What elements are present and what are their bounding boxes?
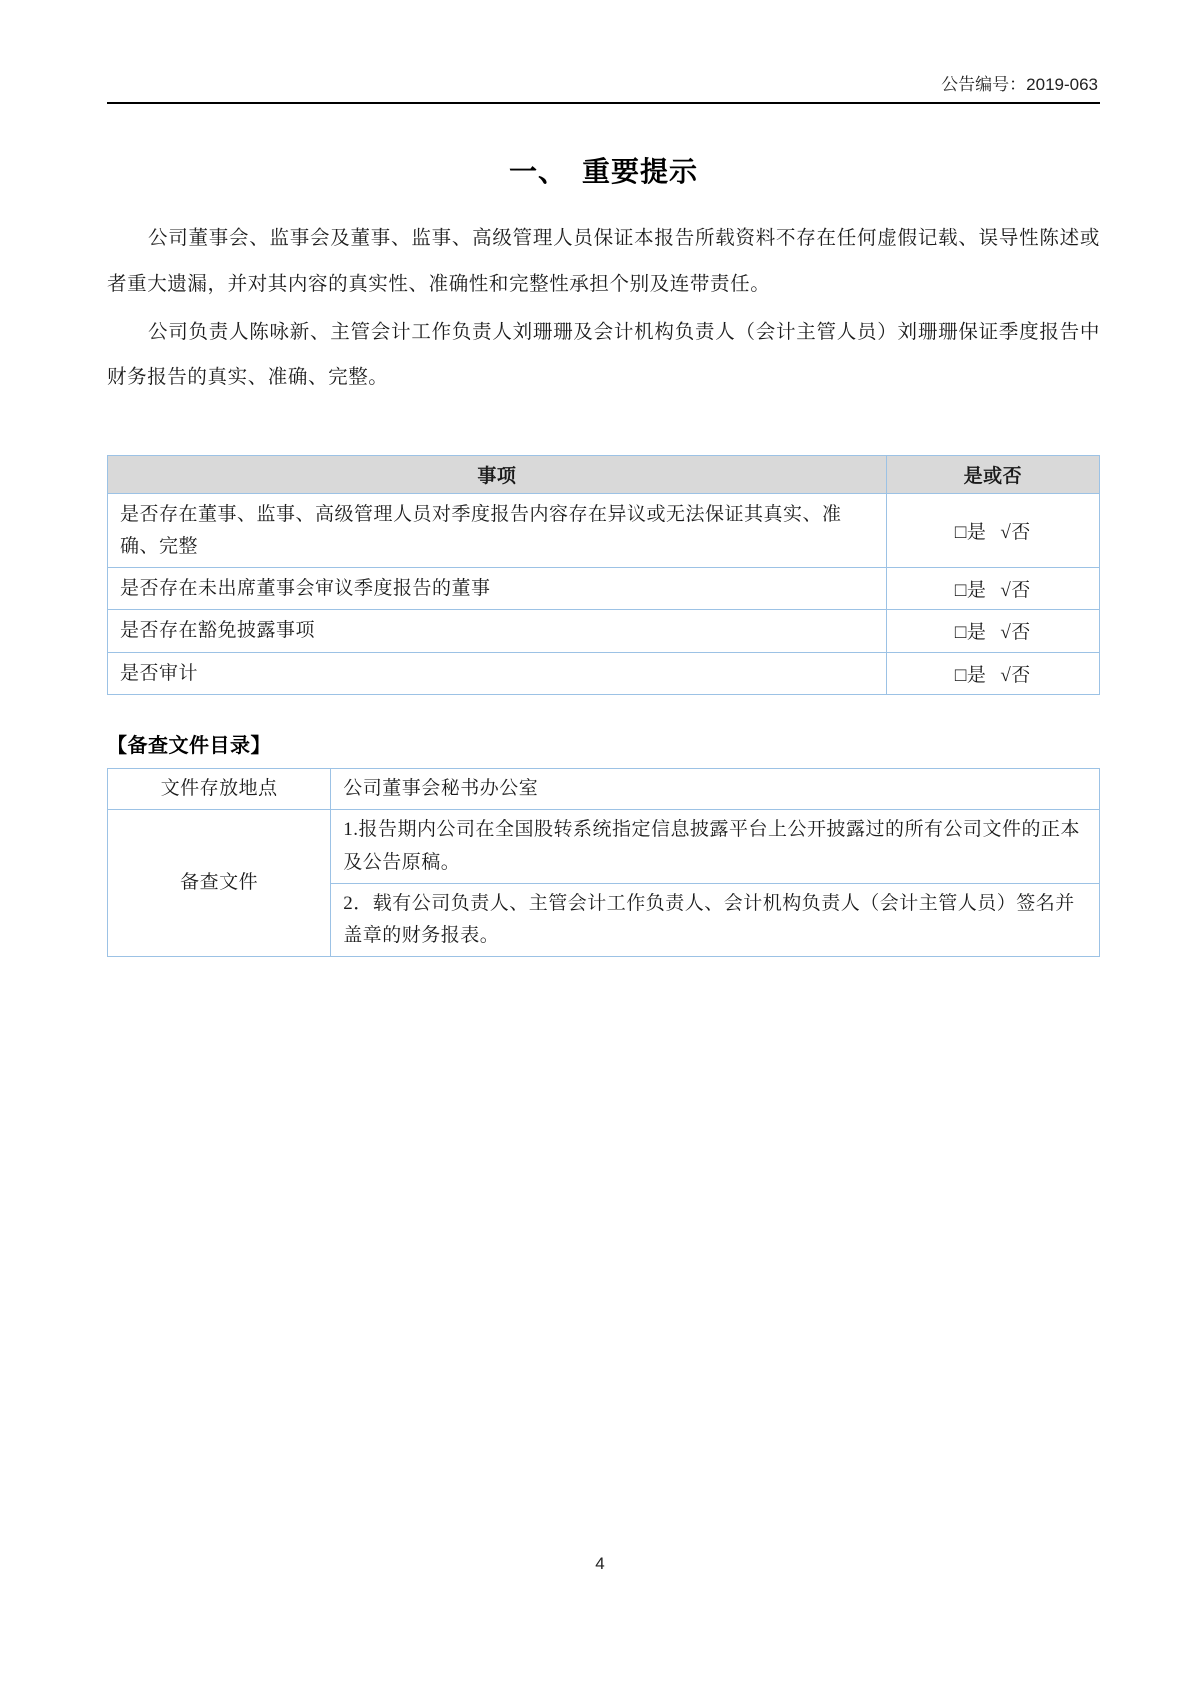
documents-table — [107, 768, 1100, 957]
checkmark-no: √否 — [1000, 522, 1031, 544]
checkmark-no: √否 — [1000, 664, 1031, 686]
page-number: 4 — [595, 1554, 605, 1573]
file-location-value: 公司董事会秘书办公室 — [331, 768, 1100, 809]
table-row — [108, 567, 1100, 609]
table-row — [108, 768, 1100, 809]
checkbox-yes: □是 — [954, 664, 987, 686]
table-row — [108, 494, 1100, 568]
matters-header-item: 事项 — [108, 456, 887, 494]
matters-header-answer: 是或否 — [886, 456, 1099, 494]
page-title: 一、 重要提示 — [508, 156, 698, 187]
matter-item-text: 是否存在董事、监事、高级管理人员对季度报告内容存在异议或无法保证其真实、准确、完整 — [108, 494, 887, 568]
documents-section-heading: 【备查文件目录】 — [107, 734, 271, 757]
matter-answer — [886, 494, 1099, 568]
checkmark-no: √否 — [1000, 580, 1031, 602]
matter-answer — [886, 652, 1099, 694]
matter-answer — [886, 567, 1099, 609]
table-row — [108, 610, 1100, 652]
checkbox-yes: □是 — [954, 580, 987, 602]
paragraph-responsible-persons: 公司负责人陈咏新、主管会计工作负责人刘珊珊及会计机构负责人（会计主管人员）刘珊珊保证季度报告中财务报告的真实、准确、完整。 — [107, 321, 1100, 389]
reference-file-item: 1.报告期内公司在全国股转系统指定信息披露平台上公开披露过的所有公司文件的正本及公告原稿。 — [331, 810, 1100, 884]
matter-item-text: 是否存在豁免披露事项 — [108, 610, 887, 652]
file-location-label: 文件存放地点 — [108, 768, 331, 809]
reference-files-label: 备查文件 — [108, 810, 331, 957]
checkbox-yes: □是 — [954, 522, 987, 544]
matter-answer — [886, 610, 1099, 652]
matters-table — [107, 455, 1100, 695]
checkbox-yes: □是 — [954, 622, 987, 644]
table-row — [108, 652, 1100, 694]
matter-item-text: 是否存在未出席董事会审议季度报告的董事 — [108, 567, 887, 609]
paragraph-guarantee: 公司董事会、监事会及董事、监事、高级管理人员保证本报告所载资料不存在任何虚假记载、误导性陈述或者重大遗漏，并对其内容的真实性、准确性和完整性承担个别及连带责任。 — [107, 228, 1100, 295]
header-rule — [107, 102, 1100, 104]
doc-number: 公告编号：2019-063 — [941, 75, 1098, 94]
reference-file-item: 2．载有公司负责人、主管会计工作负责人、会计机构负责人（会计主管人员）签名并盖章的财务报表。 — [331, 883, 1100, 957]
matters-table-header-row — [108, 456, 1100, 494]
checkmark-no: √否 — [1000, 622, 1031, 644]
matter-item-text: 是否审计 — [108, 652, 887, 694]
table-row — [108, 810, 1100, 884]
